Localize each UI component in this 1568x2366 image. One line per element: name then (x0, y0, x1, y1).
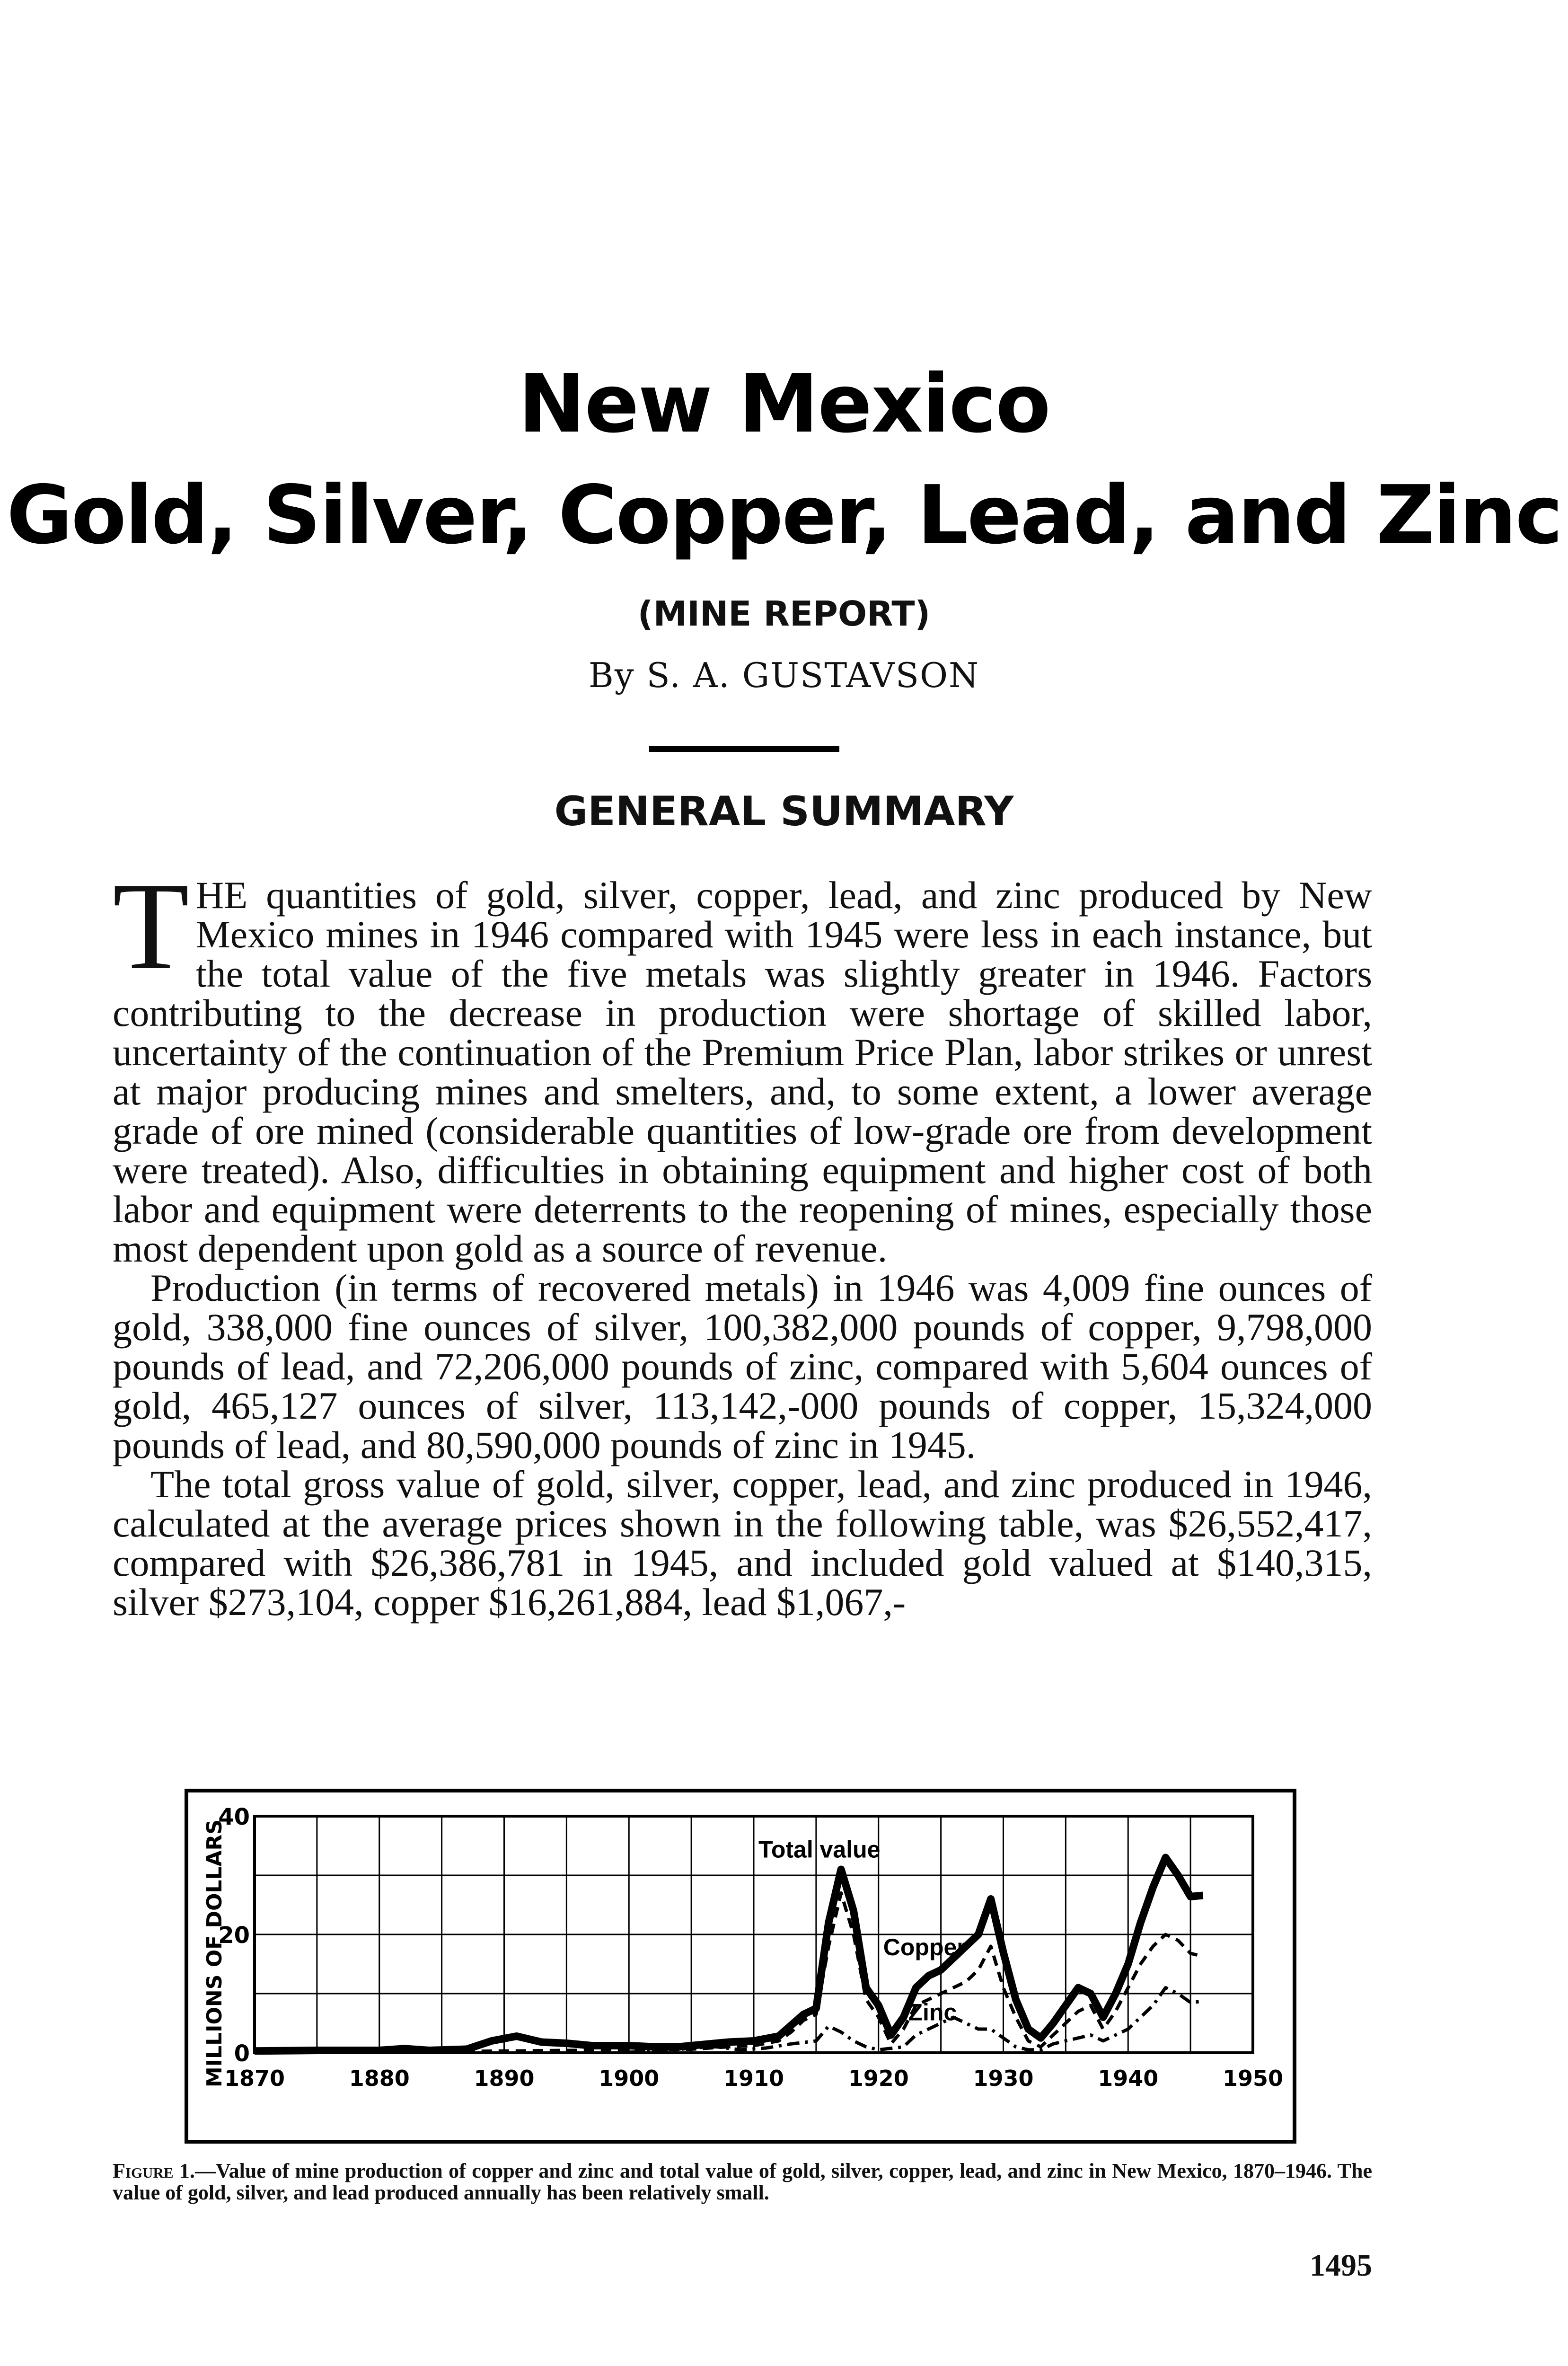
body-text (113, 857, 1372, 1624)
subtitle: (MINE REPORT) (637, 594, 931, 634)
caption-text: —Value of mine production of copper and zinc and total value of gold, silver, copper, lead, and zinc in New Mexico, 1870–1946. The value of gold, silver, and lead produced annually has been relatively small. (113, 2159, 1372, 2204)
paragraph-1 (113, 857, 1372, 1270)
drop-cap: T (113, 857, 189, 996)
figure-caption (113, 2160, 1372, 2204)
x-tick-label: 1930 (973, 2066, 1034, 2091)
paragraph-2: Production (in terms of recovered metals) in 1946 was 4,009 fine ounces of gold, 338,000 fine ounces of silver, 100,382,000 pounds of copper, 9,798,000 pounds of lead, and 72,206,000 pounds of zinc, compared with 5,604 ounces of gold, 465,127 ounces of silver, 113,142,-000 pounds of copper, 15,324,000 pounds of lead, and 80,590,000 pounds of zinc in 1945. (113, 1266, 1372, 1466)
x-tick-label: 1940 (1098, 2066, 1159, 2091)
paragraph-1-text: HE quantities of gold, silver, copper, lead, and zinc produced by New Mexico mines in 1946 compared with 1945 were less in each instance, but the total value of the five metals was slightly greater in 1946. Factors contributing to the decrease in production were shortage of skilled labor, uncertainty of the continuation of the Premium Price Plan, labor strikes or unrest at major producing mines and smelters, and, to some extent, a lower average grade of ore mined (considerable quantities of low-grade ore from development were treated). Also, difficulties in obtaining equipment and higher cost of both labor and equipment were deterrents to the reopening of mines, especially those most dependent upon gold as a source of revenue. (113, 874, 1372, 1270)
caption-label: Figure 1. (113, 2159, 195, 2182)
annotation-label: Copper (883, 1933, 966, 1960)
series-line-total-value (255, 1858, 1203, 2051)
x-tick-label: 1880 (349, 2066, 410, 2091)
figure-chart (185, 1789, 1296, 2144)
section-heading: GENERAL SUMMARY (554, 788, 1014, 835)
annotation-label: Total value (758, 1836, 881, 1863)
title-line-2: Gold, Silver, Copper, Lead, and Zinc (6, 468, 1562, 562)
x-tick-label: 1890 (474, 2066, 535, 2091)
paragraph-3: The total gross value of gold, silver, copper, lead, and zinc produced in 1946, calculated at the average prices shown in the following table, was $26,552,417, compared with $26,386,781 in 1945, and included gold valued at $140,315, silver $273,104, copper $16,261,884, lead $1,067,- (113, 1463, 1372, 1624)
y-tick-label: 20 (218, 1922, 250, 1949)
title-line-1: New Mexico (518, 357, 1050, 451)
x-tick-label: 1910 (723, 2066, 784, 2091)
x-tick-label: 1920 (848, 2066, 909, 2091)
page-number: 1495 (1310, 2248, 1372, 2283)
y-axis-label: MILLIONS OF DOLLARS (203, 1819, 227, 2088)
x-tick-label: 1900 (599, 2066, 660, 2091)
title-rule (649, 746, 839, 752)
annotation-label: Zinc (908, 1999, 957, 2026)
y-tick-label: 0 (234, 2040, 250, 2067)
line-chart (188, 1792, 1293, 2140)
x-tick-label: 1870 (224, 2066, 285, 2091)
y-tick-label: 40 (218, 1804, 250, 1830)
x-tick-label: 1950 (1222, 2066, 1284, 2091)
byline: By S. A. GUSTAVSON (588, 655, 980, 695)
